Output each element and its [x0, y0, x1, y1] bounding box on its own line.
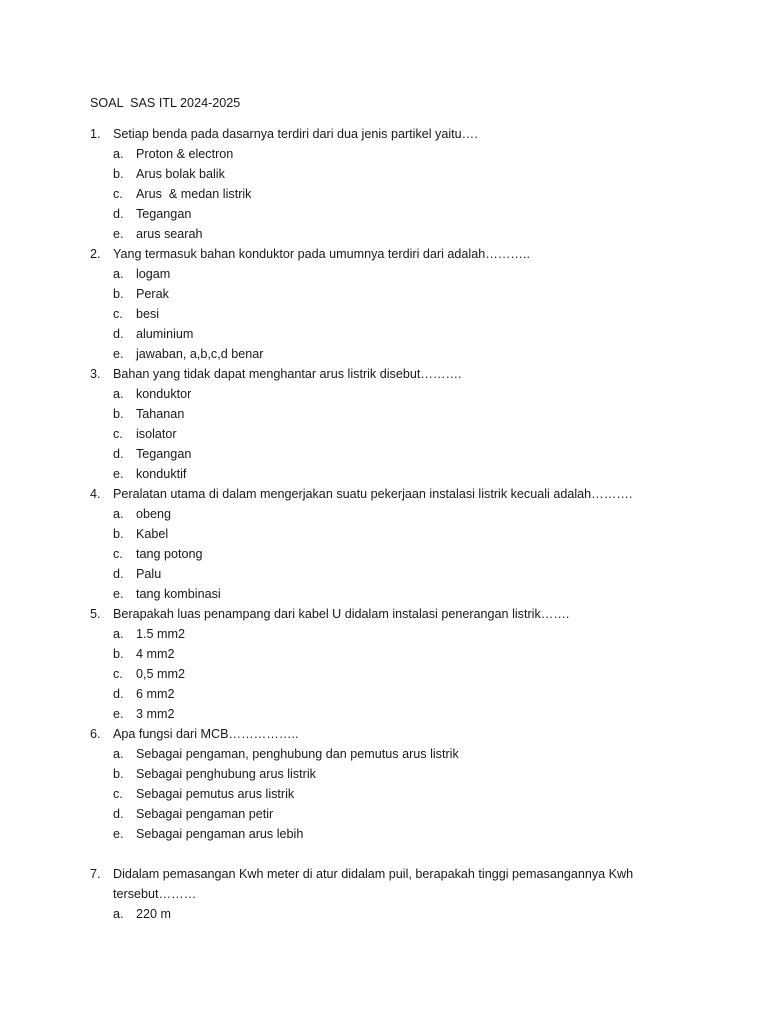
option-e: [0, 584, 768, 604]
option-text: Sebagai pemutus arus listrik: [136, 787, 295, 801]
option-c: [0, 184, 768, 204]
option-letter: c.: [113, 547, 123, 561]
option-text: isolator: [136, 427, 177, 441]
option-list: [0, 504, 768, 604]
question-3: [0, 364, 768, 484]
question-number: 6.: [90, 727, 101, 741]
document-title: SOAL SAS ITL 2024-2025: [90, 96, 241, 110]
option-letter: a.: [113, 387, 124, 401]
option-d: [0, 564, 768, 584]
question-7: [0, 864, 768, 924]
option-list: [0, 624, 768, 724]
option-c: [0, 544, 768, 564]
option-letter: b.: [113, 647, 124, 661]
option-letter: e.: [113, 347, 124, 361]
option-letter: c.: [113, 307, 123, 321]
option-letter: c.: [113, 667, 123, 681]
option-list: [0, 904, 768, 924]
option-e: [0, 824, 768, 844]
question-text: Setiap benda pada dasarnya terdiri dari dua jenis partikel yaitu….: [113, 127, 478, 141]
option-letter: d.: [113, 567, 124, 581]
option-a: [0, 144, 768, 164]
question-number: 2.: [90, 247, 101, 261]
option-letter: a.: [113, 747, 124, 761]
option-text: tang potong: [136, 547, 203, 561]
option-letter: e.: [113, 587, 124, 601]
option-letter: a.: [113, 627, 124, 641]
option-b: [0, 284, 768, 304]
option-text: Tahanan: [136, 407, 185, 421]
option-b: [0, 524, 768, 544]
option-b: [0, 164, 768, 184]
option-text: Palu: [136, 567, 162, 581]
option-text: Kabel: [136, 527, 169, 541]
option-text: jawaban, a,b,c,d benar: [136, 347, 264, 361]
question-4: [0, 484, 768, 604]
question-1: [0, 124, 768, 244]
question-text: Apa fungsi dari MCB……………..: [113, 727, 299, 741]
option-text: Sebagai pengaman petir: [136, 807, 274, 821]
question-text: Yang termasuk bahan konduktor pada umumnya terdiri dari adalah………..: [113, 247, 530, 261]
option-letter: d.: [113, 447, 124, 461]
option-list: [0, 744, 768, 844]
option-list: [0, 384, 768, 484]
option-text: Arus & medan listrik: [136, 187, 252, 201]
option-text: 1.5 mm2: [136, 627, 185, 641]
option-e: [0, 704, 768, 724]
option-text: tang kombinasi: [136, 587, 221, 601]
option-c: [0, 664, 768, 684]
option-d: [0, 444, 768, 464]
option-a: [0, 744, 768, 764]
option-text: Tegangan: [136, 447, 192, 461]
option-letter: e.: [113, 707, 124, 721]
option-e: [0, 224, 768, 244]
option-text: obeng: [136, 507, 172, 521]
question-number: 5.: [90, 607, 101, 621]
option-d: [0, 204, 768, 224]
option-letter: b.: [113, 767, 124, 781]
option-e: [0, 344, 768, 364]
question-5: [0, 604, 768, 724]
option-letter: b.: [113, 287, 124, 301]
option-d: [0, 804, 768, 824]
option-c: [0, 784, 768, 804]
option-text: 3 mm2: [136, 707, 175, 721]
option-d: [0, 324, 768, 344]
option-a: [0, 264, 768, 284]
option-text: Tegangan: [136, 207, 192, 221]
question-number: 1.: [90, 127, 101, 141]
option-letter: c.: [113, 187, 123, 201]
question-text: Berapakah luas penampang dari kabel U didalam instalasi penerangan listrik…….: [113, 607, 570, 621]
option-list: [0, 144, 768, 244]
option-b: [0, 644, 768, 664]
option-letter: b.: [113, 407, 124, 421]
option-text: aluminium: [136, 327, 194, 341]
option-letter: d.: [113, 207, 124, 221]
option-letter: a.: [113, 507, 124, 521]
option-text: 6 mm2: [136, 687, 175, 701]
option-list: [0, 264, 768, 364]
question-number: 3.: [90, 367, 101, 381]
option-a: [0, 504, 768, 524]
question-2: [0, 244, 768, 364]
option-text: konduktor: [136, 387, 192, 401]
option-b: [0, 404, 768, 424]
option-letter: d.: [113, 807, 124, 821]
option-b: [0, 764, 768, 784]
option-letter: a.: [113, 907, 124, 921]
question-text: Bahan yang tidak dapat menghantar arus listrik disebut……….: [113, 367, 462, 381]
question-number: 7.: [90, 867, 101, 881]
option-c: [0, 424, 768, 444]
question-list: [0, 124, 768, 924]
option-text: besi: [136, 307, 160, 321]
question-text: Peralatan utama di dalam mengerjakan suatu pekerjaan instalasi listrik kecuali adalah……….: [113, 487, 633, 501]
option-text: 220 m: [136, 907, 172, 921]
question-6: [0, 724, 768, 844]
option-letter: a.: [113, 147, 124, 161]
option-letter: d.: [113, 687, 124, 701]
option-letter: e.: [113, 467, 124, 481]
option-text: logam: [136, 267, 171, 281]
option-letter: e.: [113, 827, 124, 841]
option-a: [0, 904, 768, 924]
option-letter: a.: [113, 267, 124, 281]
option-text: Perak: [136, 287, 169, 301]
option-text: konduktif: [136, 467, 187, 481]
option-text: Sebagai penghubung arus listrik: [136, 767, 316, 781]
option-text: Arus bolak balik: [136, 167, 225, 181]
option-letter: c.: [113, 787, 123, 801]
option-d: [0, 684, 768, 704]
option-letter: e.: [113, 227, 124, 241]
option-letter: d.: [113, 327, 124, 341]
option-text: 4 mm2: [136, 647, 175, 661]
option-text: Proton & electron: [136, 147, 234, 161]
option-text: Sebagai pengaman, penghubung dan pemutus arus listrik: [136, 747, 459, 761]
option-letter: b.: [113, 167, 124, 181]
option-e: [0, 464, 768, 484]
option-text: arus searah: [136, 227, 203, 241]
option-text: Sebagai pengaman arus lebih: [136, 827, 304, 841]
option-a: [0, 384, 768, 404]
option-letter: c.: [113, 427, 123, 441]
option-letter: b.: [113, 527, 124, 541]
option-text: 0,5 mm2: [136, 667, 185, 681]
question-text: Didalam pemasangan Kwh meter di atur didalam puil, berapakah tinggi pemasangannya Kwh tersebut………: [113, 867, 637, 901]
option-a: [0, 624, 768, 644]
question-number: 4.: [90, 487, 101, 501]
option-c: [0, 304, 768, 324]
